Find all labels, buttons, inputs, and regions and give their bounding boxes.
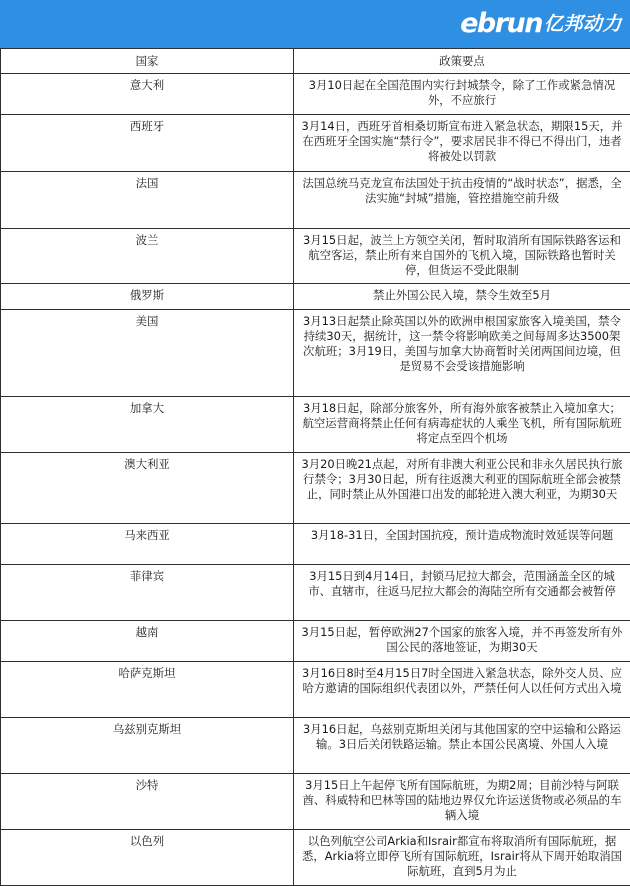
policy-cell: 3月18-31日，全国封国抗疫，预计造成物流时效延误等问题 (294, 524, 630, 565)
policy-cell: 3月15日起，暂停欧洲27个国家的旅客入境，并不再签发所有外国公民的落地签证，为期30天 (294, 621, 630, 662)
policy-cell: 3月20日晚21点起，对所有非澳大利亚公民和非永久居民执行旅行禁令；3月30日起，所有往返澳大利亚的国际航班全部会被禁止，同时禁止从外国港口出发的邮轮进入澳大利亚，为期30天 (294, 453, 630, 524)
table-row (1, 774, 630, 830)
ebrun-logo (460, 9, 622, 39)
policy-cell: 3月14日，西班牙首相桑切斯宣布进入紧急状态，期限15天，并在西班牙全国实施“禁行令”，要求居民非不得已不得出门，违者将被处以罚款 (294, 115, 630, 172)
table-row (1, 621, 630, 662)
table-row (1, 830, 630, 886)
table-row (1, 662, 630, 718)
country-cell: 美国 (1, 310, 294, 397)
policy-cell: 3月15日到4月14日，封锁马尼拉大都会，范围涵盖全区的城市、直辖市，往返马尼拉大都会的海陆空所有交通都会被暂停 (294, 565, 630, 621)
policy-cell: 以色列航空公司Arkia和Israir都宣布将取消所有国际航班，据悉，Arkia将立即停飞所有国际航班，Israir将从下周开始取消国际航班，直到5月为止 (294, 830, 630, 886)
country-cell: 以色列 (1, 830, 294, 886)
policy-cell: 3月13日起禁止除英国以外的欧洲申根国家旅客入境美国，禁令持续30天，据统计，这一禁令将影响欧美之间每周多达3500架次航班；3月19日，美国与加拿大协商暂时关闭两国间边境，但是贸易不会受该措施影响 (294, 310, 630, 397)
table-row (1, 172, 630, 229)
country-cell: 哈萨克斯坦 (1, 662, 294, 718)
table-row (1, 524, 630, 565)
table-row (1, 115, 630, 172)
country-cell: 波兰 (1, 229, 294, 284)
header-country: 国家 (1, 49, 294, 74)
table-row (1, 229, 630, 284)
policy-cell: 3月18日起，除部分旅客外，所有海外旅客被禁止入境加拿大；航空运营商将禁止任何有病毒症状的人乘坐飞机，所有国际航班将定点至四个机场 (294, 397, 630, 453)
country-cell: 马来西亚 (1, 524, 294, 565)
country-cell: 西班牙 (1, 115, 294, 172)
policy-cell: 法国总统马克龙宣布法国处于抗击疫情的“战时状态”，据悉，全法实施“封城”措施，管控措施空前升级 (294, 172, 630, 229)
country-cell: 沙特 (1, 774, 294, 830)
table-row (1, 718, 630, 774)
table-row (1, 74, 630, 115)
country-cell: 俄罗斯 (1, 284, 294, 310)
policy-table (0, 48, 630, 886)
policy-cell: 3月15日起，波兰上方领空关闭，暂时取消所有国际铁路客运和航空客运，禁止所有来自国外的飞机入境，国际铁路也暂时关停，但货运不受此限制 (294, 229, 630, 284)
table-row (1, 565, 630, 621)
policy-cell: 3月15日上午起停飞所有国际航班，为期2周；目前沙特与阿联酋、科威特和巴林等国的陆地边界仅允许运送货物或必须品的车辆入境 (294, 774, 630, 830)
country-cell: 澳大利亚 (1, 453, 294, 524)
country-cell: 法国 (1, 172, 294, 229)
table-row (1, 397, 630, 453)
table-row (1, 310, 630, 397)
header-policy: 政策要点 (294, 49, 630, 74)
policy-cell: 3月16日8时至4月15日7时全国进入紧急状态，除外交人员、应哈方邀请的国际组织代表团以外，严禁任何人以任何方式出入境 (294, 662, 630, 718)
country-cell: 菲律宾 (1, 565, 294, 621)
country-cell: 越南 (1, 621, 294, 662)
country-cell: 加拿大 (1, 397, 294, 453)
logo-latin: ebrun (460, 9, 542, 39)
brand-header (0, 0, 630, 48)
table-row (1, 453, 630, 524)
logo-cn: 亿邦动力 (544, 9, 622, 39)
country-cell: 乌兹别克斯坦 (1, 718, 294, 774)
header-row (1, 49, 630, 74)
policy-cell: 禁止外国公民入境，禁令生效至5月 (294, 284, 630, 310)
policy-cell: 3月10日起在全国范围内实行封城禁令，除了工作或紧急情况外，不应旅行 (294, 74, 630, 115)
country-cell: 意大利 (1, 74, 294, 115)
table-row (1, 284, 630, 310)
policy-cell: 3月16日起，乌兹别克斯坦关闭与其他国家的空中运输和公路运输。3日后关闭铁路运输。禁止本国公民离境、外国人入境 (294, 718, 630, 774)
